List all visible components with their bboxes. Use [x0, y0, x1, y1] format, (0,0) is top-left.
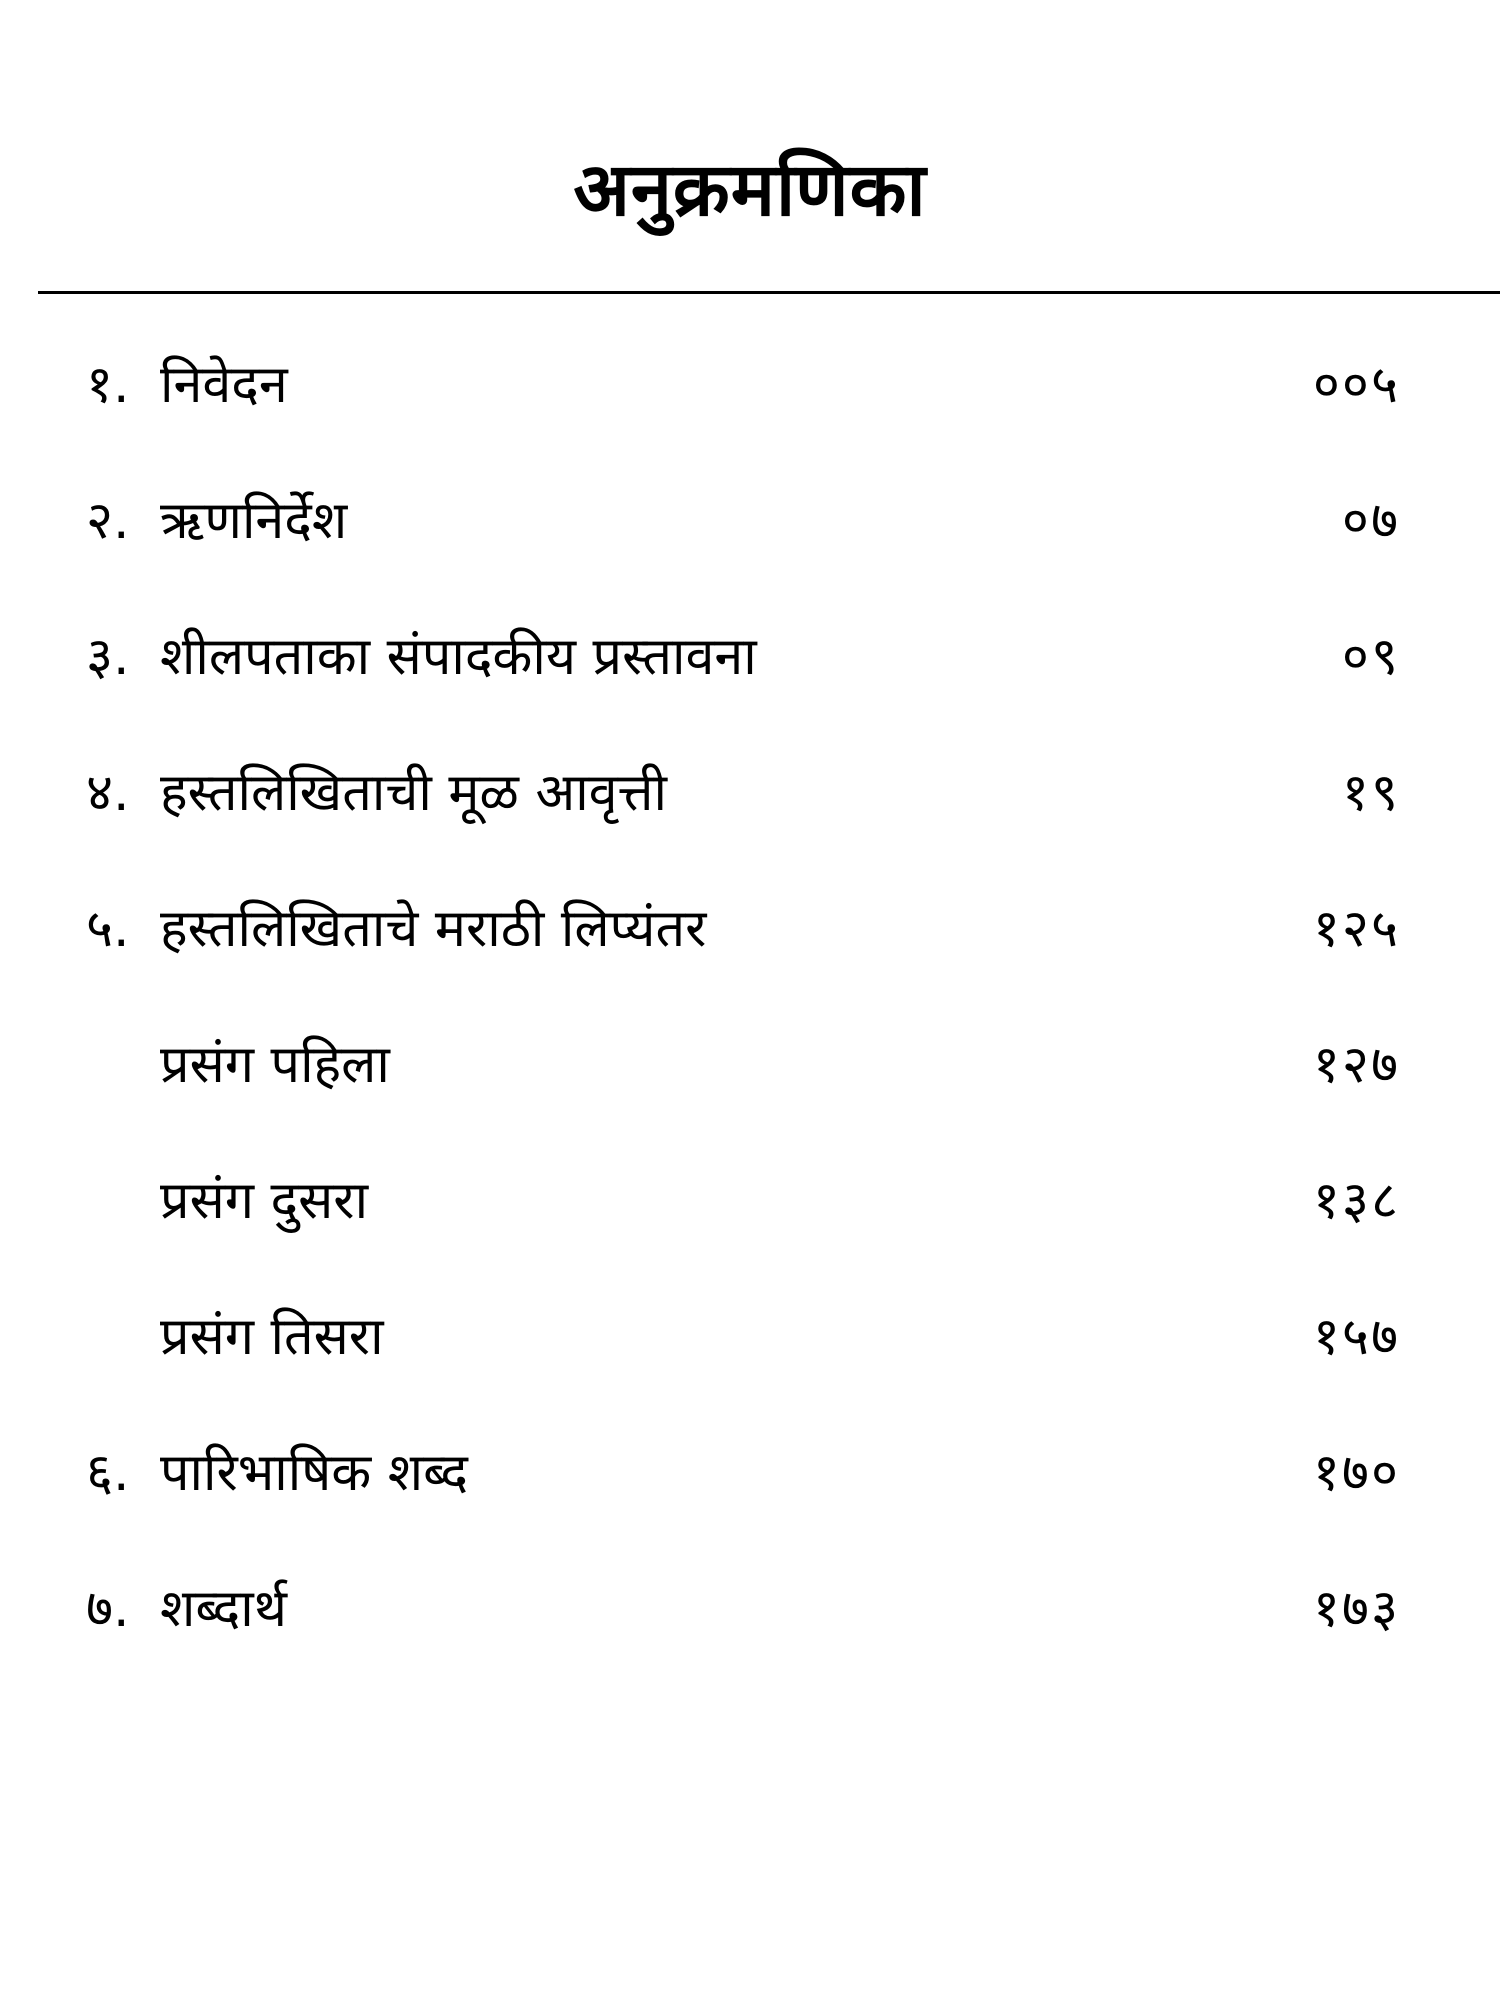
toc-item-number: ३.: [86, 627, 130, 687]
toc-row: [0, 476, 1500, 566]
toc-item-number: ७.: [86, 1579, 130, 1639]
toc-subitem-title: प्रसंग पहिला: [160, 1035, 390, 1095]
toc-subrow: [0, 1020, 1500, 1110]
toc-item-page: ०७: [1341, 491, 1400, 551]
toc-subitem-page: १५७: [1312, 1307, 1400, 1367]
toc-subitem-page: १२७: [1312, 1035, 1400, 1095]
toc-subitem-page: १३८: [1312, 1171, 1400, 1231]
page-title: अनुक्रमणिका: [573, 147, 927, 233]
toc-subitem-title: प्रसंग दुसरा: [160, 1171, 369, 1231]
toc-item-number: १.: [86, 355, 130, 415]
toc-item-page: १७३: [1312, 1579, 1400, 1639]
toc-item-page: ०९: [1341, 627, 1400, 687]
title-divider: [38, 291, 1500, 294]
toc-item-page: १९: [1341, 763, 1400, 823]
toc-item-title: शीलपताका संपादकीय प्रस्तावना: [160, 627, 757, 687]
toc-item-title: हस्तलिखिताची मूळ आवृत्ती: [160, 763, 667, 823]
toc-row: [0, 748, 1500, 838]
toc-item-number: ५.: [86, 899, 130, 959]
toc-item-title: पारिभाषिक शब्द: [160, 1443, 469, 1503]
toc-item-title: हस्तलिखिताचे मराठी लिप्यंतर: [160, 899, 707, 959]
toc-subrow: [0, 1292, 1500, 1382]
toc-item-title: ऋणनिर्देश: [160, 491, 348, 551]
toc-item-page: १७०: [1312, 1443, 1400, 1503]
toc-row: [0, 1428, 1500, 1518]
toc-row: [0, 340, 1500, 430]
toc-item-title: शब्दार्थ: [160, 1579, 287, 1639]
toc-item-number: ४.: [86, 763, 130, 823]
toc-item-page: १२५: [1312, 899, 1400, 959]
toc-item-page: ००५: [1312, 355, 1400, 415]
toc-item-number: २.: [86, 491, 130, 551]
toc-row: [0, 1564, 1500, 1654]
toc-item-title: निवेदन: [160, 355, 288, 415]
toc-item-number: ६.: [86, 1443, 130, 1503]
toc-subrow: [0, 1156, 1500, 1246]
toc-subitem-title: प्रसंग तिसरा: [160, 1307, 384, 1367]
toc-row: [0, 612, 1500, 702]
toc-row: [0, 884, 1500, 974]
